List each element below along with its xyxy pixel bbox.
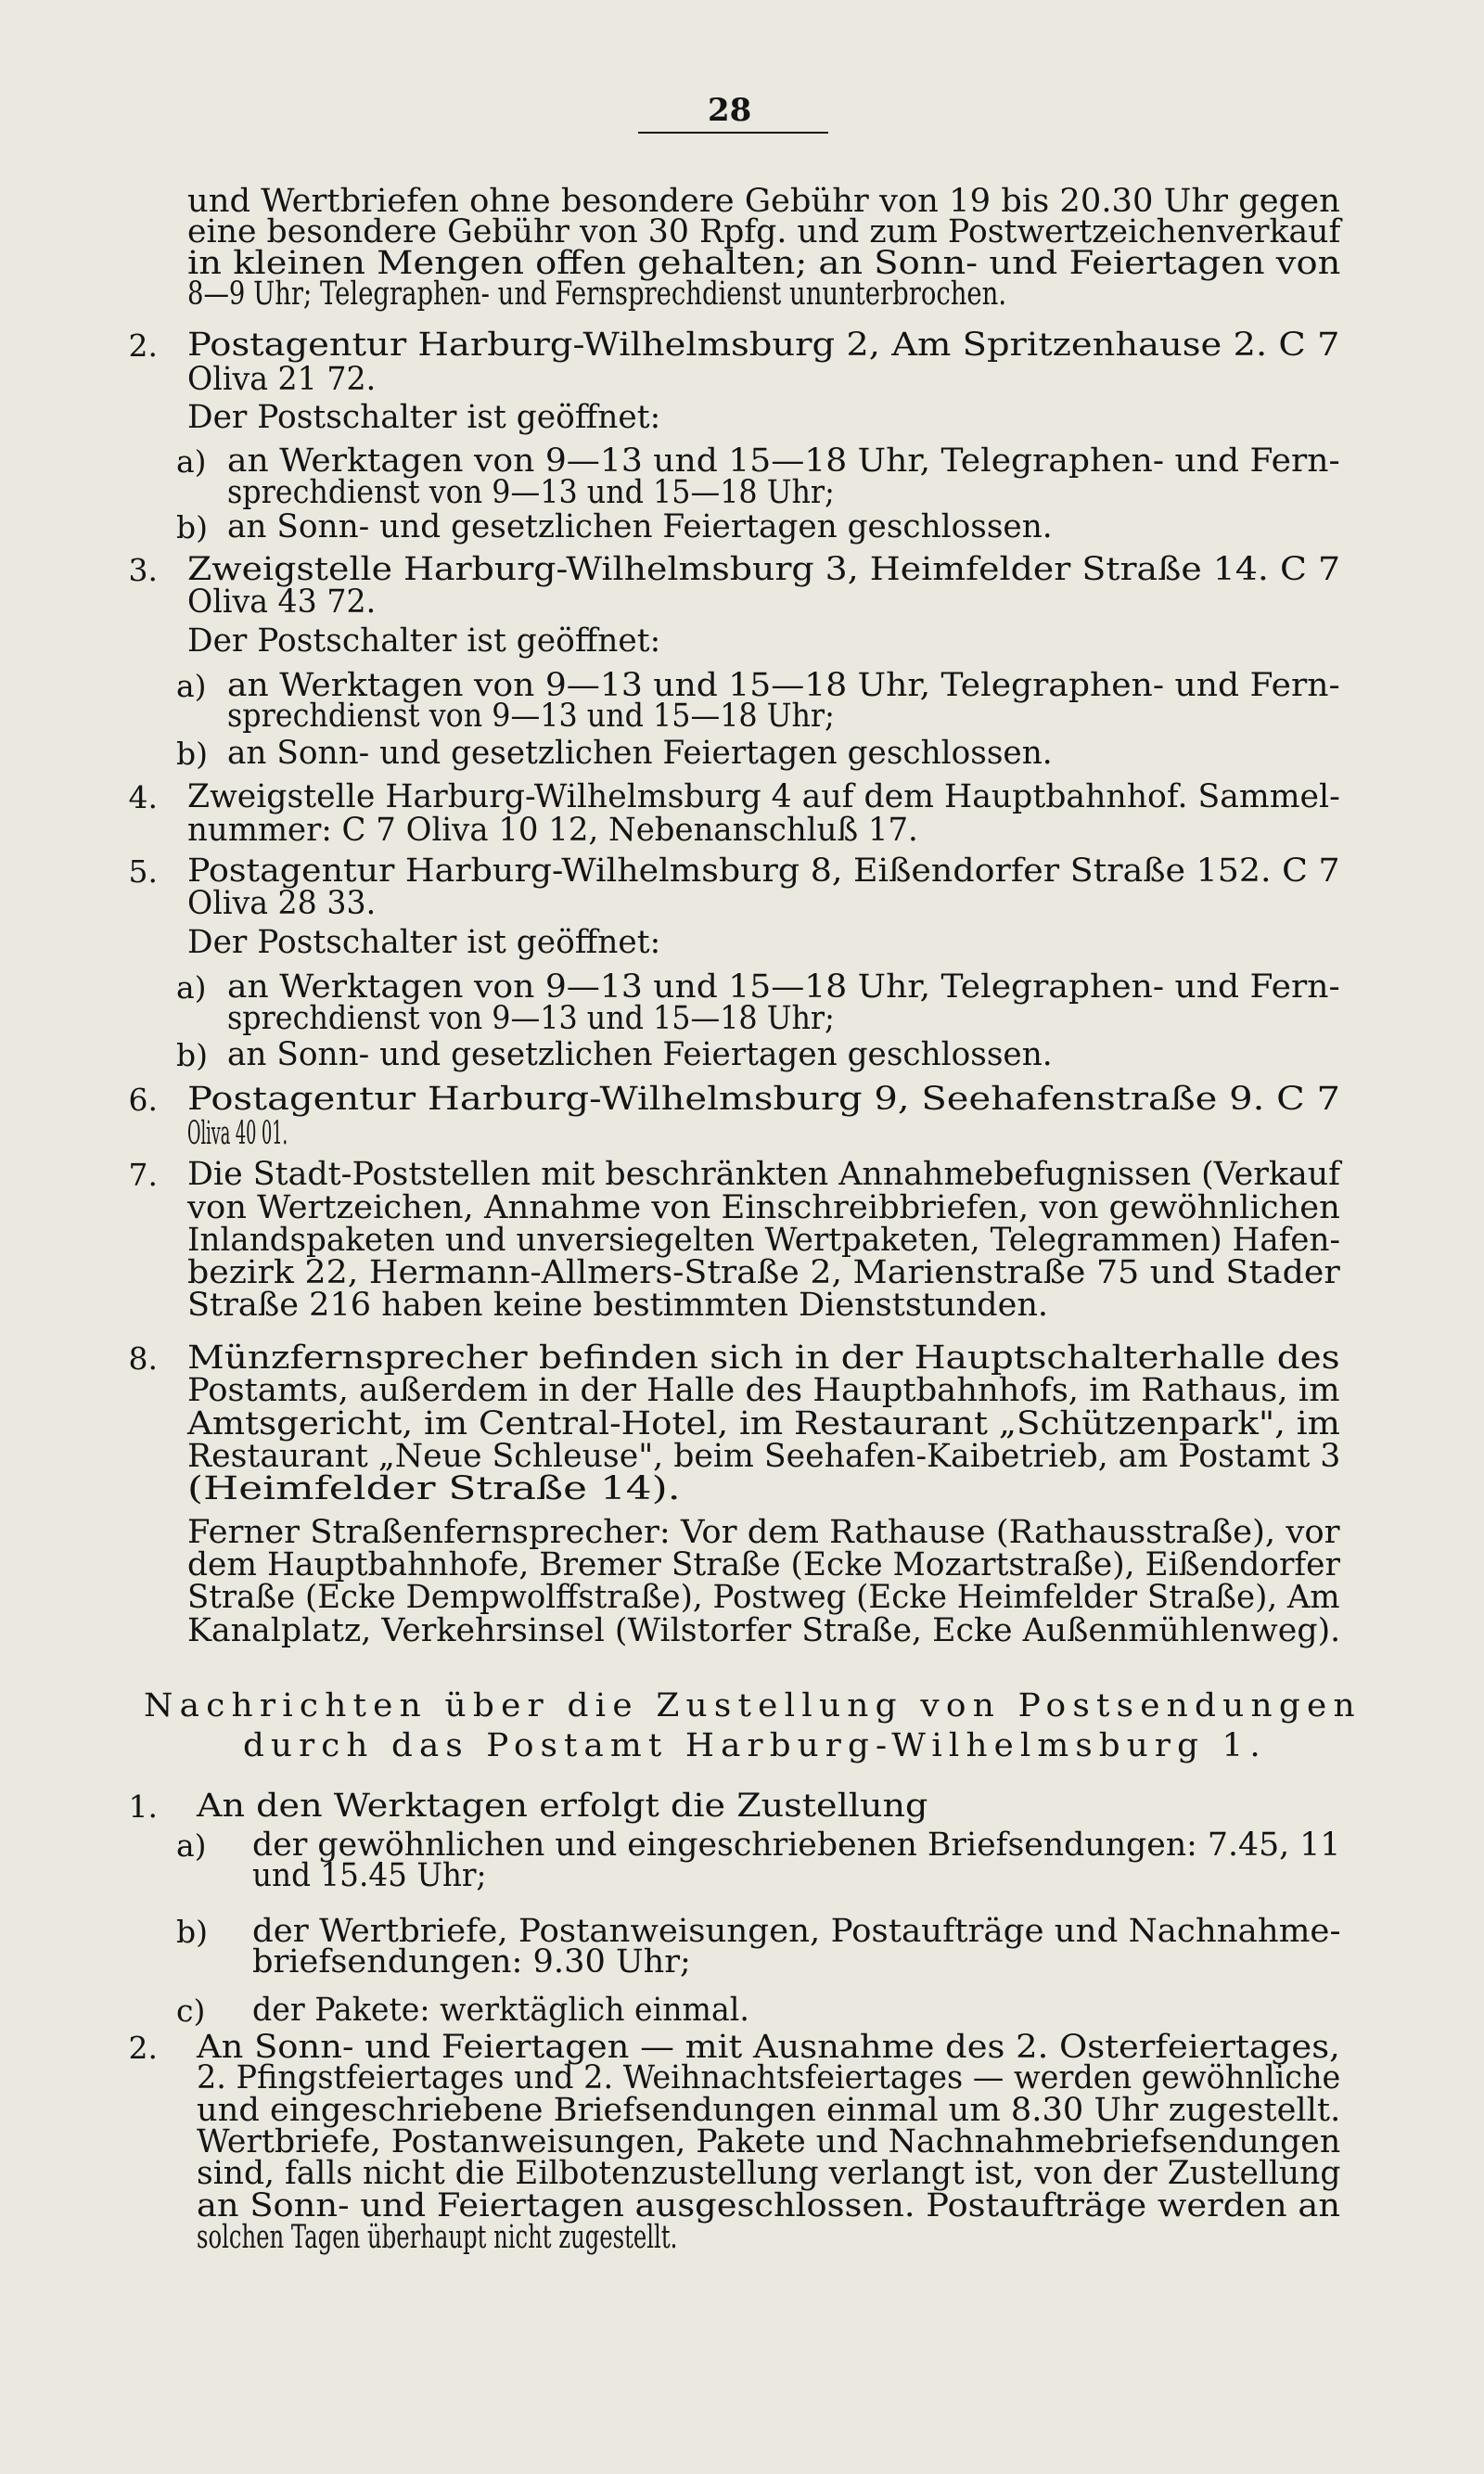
delivery-sub-line: briefsendungen: 9.30 Uhr; (252, 1943, 691, 1980)
item-line: Restaurant „Neue Schleuse", beim Seehafen-Kaibetrieb, am Postamt 3 (187, 1438, 1341, 1475)
item-number: 5. (128, 853, 158, 890)
item-line: Postagentur Harburg-Wilhelmsburg 9, Seehafenstraße 9. C 7 (187, 1081, 1340, 1118)
item-line: Straße (Ecke Dempwolffstraße), Postweg (Ecke Heimfelder Straße), Am (187, 1579, 1340, 1616)
item-line: Inlandspaketen und unversiegelten Wertpaketen, Telegrammen) Hafen- (187, 1222, 1340, 1259)
delivery-sub-line: der gewöhnlichen und eingeschriebenen Briefsendungen: 7.45, 11 (252, 1827, 1341, 1864)
delivery-line: An Sonn- und Feiertagen — mit Ausnahme des 2. Osterfeiertages, (197, 2029, 1340, 2066)
item-number: 2. (128, 327, 158, 364)
item-line: Straße 216 haben keine bestimmten Dienststunden. (187, 1287, 1049, 1324)
item-line: Die Stadt-Poststellen mit beschränkten Annahmebefugnissen (Verkauf (187, 1156, 1341, 1193)
sub-line: sprechdienst von 9—13 und 15—18 Uhr; (227, 1000, 835, 1037)
sub-line: an Sonn- und gesetzlichen Feiertagen geschlossen. (227, 1036, 1053, 1073)
sub-line: an Werktagen von 9—13 und 15—18 Uhr, Telegraphen- und Fern- (227, 667, 1340, 704)
page-number: 28 (708, 92, 752, 129)
item-number: 7. (128, 1157, 158, 1193)
sub-label: a) (176, 969, 207, 1006)
delivery-sub-line: der Wertbriefe, Postanweisungen, Postaufträge und Nachnahme- (252, 1913, 1341, 1950)
sub-line: an Sonn- und gesetzlichen Feiertagen geschlossen. (227, 735, 1053, 772)
item-line: Amtsgericht, im Central-Hotel, im Restaurant „Schützenpark", im (187, 1405, 1340, 1442)
sub-label: b) (176, 509, 208, 545)
intro-line: eine besondere Gebühr von 30 Rpfg. und zum Postwertzeichenverkauf (187, 213, 1341, 250)
item-line: bezirk 22, Hermann-Allmers-Straße 2, Marienstraße 75 und Stader (187, 1254, 1340, 1291)
delivery-line: an Sonn- und Feiertagen ausgeschlossen. Postaufträge werden an (197, 2187, 1341, 2224)
delivery-sub-label: c) (176, 1993, 206, 2029)
sub-label: a) (176, 443, 207, 480)
delivery-number: 2. (128, 2030, 158, 2066)
delivery-line: 2. Pfingstfeiertages und 2. Weihnachtsfeiertages — werden gewöhnliche (197, 2059, 1341, 2096)
delivery-number: 1. (128, 1788, 158, 1825)
sub-label: b) (176, 1037, 208, 1073)
item-line: Oliva 43 72. (187, 583, 377, 621)
item-number: 3. (128, 552, 158, 588)
delivery-line: An den Werktagen erfolgt die Zustellung (197, 1788, 928, 1825)
delivery-sub-label: b) (176, 1914, 208, 1950)
section-heading-sub: durch das Postamt Harburg-Wilhelmsburg 1. (243, 1727, 1267, 1764)
item-line: Postagentur Harburg-Wilhelmsburg 2, Am Spritzenhause 2. C 7 (187, 327, 1340, 364)
item-line: nummer: C 7 Oliva 10 12, Nebenanschluß 17. (187, 812, 918, 849)
item-number: 4. (128, 779, 158, 815)
item-line: Münzfernsprecher befinden sich in der Hauptschalterhalle des (187, 1340, 1340, 1377)
sub-line: an Werktagen von 9—13 und 15—18 Uhr, Telegraphen- und Fern- (227, 442, 1340, 480)
item-line: Zweigstelle Harburg-Wilhelmsburg 3, Heimfelder Straße 14. C 7 (187, 551, 1341, 588)
item-line: Oliva 40 01. (187, 1115, 288, 1152)
delivery-line: Wertbriefe, Postanweisungen, Pakete und Nachnahmebriefsendungen (197, 2123, 1341, 2160)
page-number-rule (638, 132, 828, 134)
sub-line: sprechdienst von 9—13 und 15—18 Uhr; (227, 474, 835, 511)
delivery-sub-line: der Pakete: werktäglich einmal. (252, 1992, 749, 2029)
item-line: Oliva 28 33. (187, 885, 377, 922)
delivery-sub-label: a) (176, 1827, 207, 1864)
schalter-intro: Der Postschalter ist geöffnet: (187, 622, 661, 660)
schalter-intro: Der Postschalter ist geöffnet: (187, 924, 661, 961)
item-line: Zweigstelle Harburg-Wilhelmsburg 4 auf dem Hauptbahnhof. Sammel- (187, 778, 1340, 815)
item-line: Postagentur Harburg-Wilhelmsburg 8, Eißendorfer Straße 152. C 7 (187, 852, 1340, 890)
delivery-line: und eingeschriebene Briefsendungen einmal um 8.30 Uhr zugestellt. (197, 2092, 1341, 2129)
sub-line: an Werktagen von 9—13 und 15—18 Uhr, Telegraphen- und Fern- (227, 968, 1340, 1006)
item-line: (Heimfelder Straße 14). (187, 1470, 681, 1507)
intro-line: 8—9 Uhr; Telegraphen- und Fernsprechdienst ununterbrochen. (187, 276, 1007, 313)
item-line: Kanalplatz, Verkehrsinsel (Wilstorfer Straße, Ecke Außenmühlenweg). (187, 1612, 1341, 1649)
section-heading: Nachrichten über die Zustellung von Postsendungen (144, 1687, 1362, 1724)
sub-label: b) (176, 736, 208, 772)
delivery-sub-line: und 15.45 Uhr; (252, 1857, 487, 1894)
sub-line: an Sonn- und gesetzlichen Feiertagen geschlossen. (227, 508, 1053, 545)
sub-line: sprechdienst von 9—13 und 15—18 Uhr; (227, 698, 835, 735)
item-line: Ferner Straßenfernsprecher: Vor dem Rathause (Rathausstraße), vor (187, 1514, 1340, 1551)
item-line: dem Hauptbahnhofe, Bremer Straße (Ecke Mozartstraße), Eißendorfer (187, 1546, 1340, 1583)
schalter-intro: Der Postschalter ist geöffnet: (187, 399, 661, 436)
item-line: Oliva 21 72. (187, 361, 377, 398)
intro-line: und Wertbriefen ohne besondere Gebühr von 19 bis 20.30 Uhr gegen (187, 183, 1340, 220)
item-line: von Wertzeichen, Annahme von Einschreibbriefen, von gewöhnlichen (187, 1189, 1340, 1226)
intro-line: in kleinen Mengen offen gehalten; an Sonn- und Feiertagen von (187, 245, 1341, 282)
delivery-line: solchen Tagen überhaupt nicht zugestellt. (197, 2219, 678, 2256)
item-line: Postamts, außerdem in der Halle des Hauptbahnhofs, im Rathaus, im (187, 1372, 1340, 1409)
item-number: 6. (128, 1082, 158, 1118)
delivery-line: sind, falls nicht die Eilbotenzustellung verlangt ist, von der Zustellung (197, 2155, 1341, 2192)
item-number: 8. (128, 1340, 158, 1377)
sub-label: a) (176, 668, 207, 704)
